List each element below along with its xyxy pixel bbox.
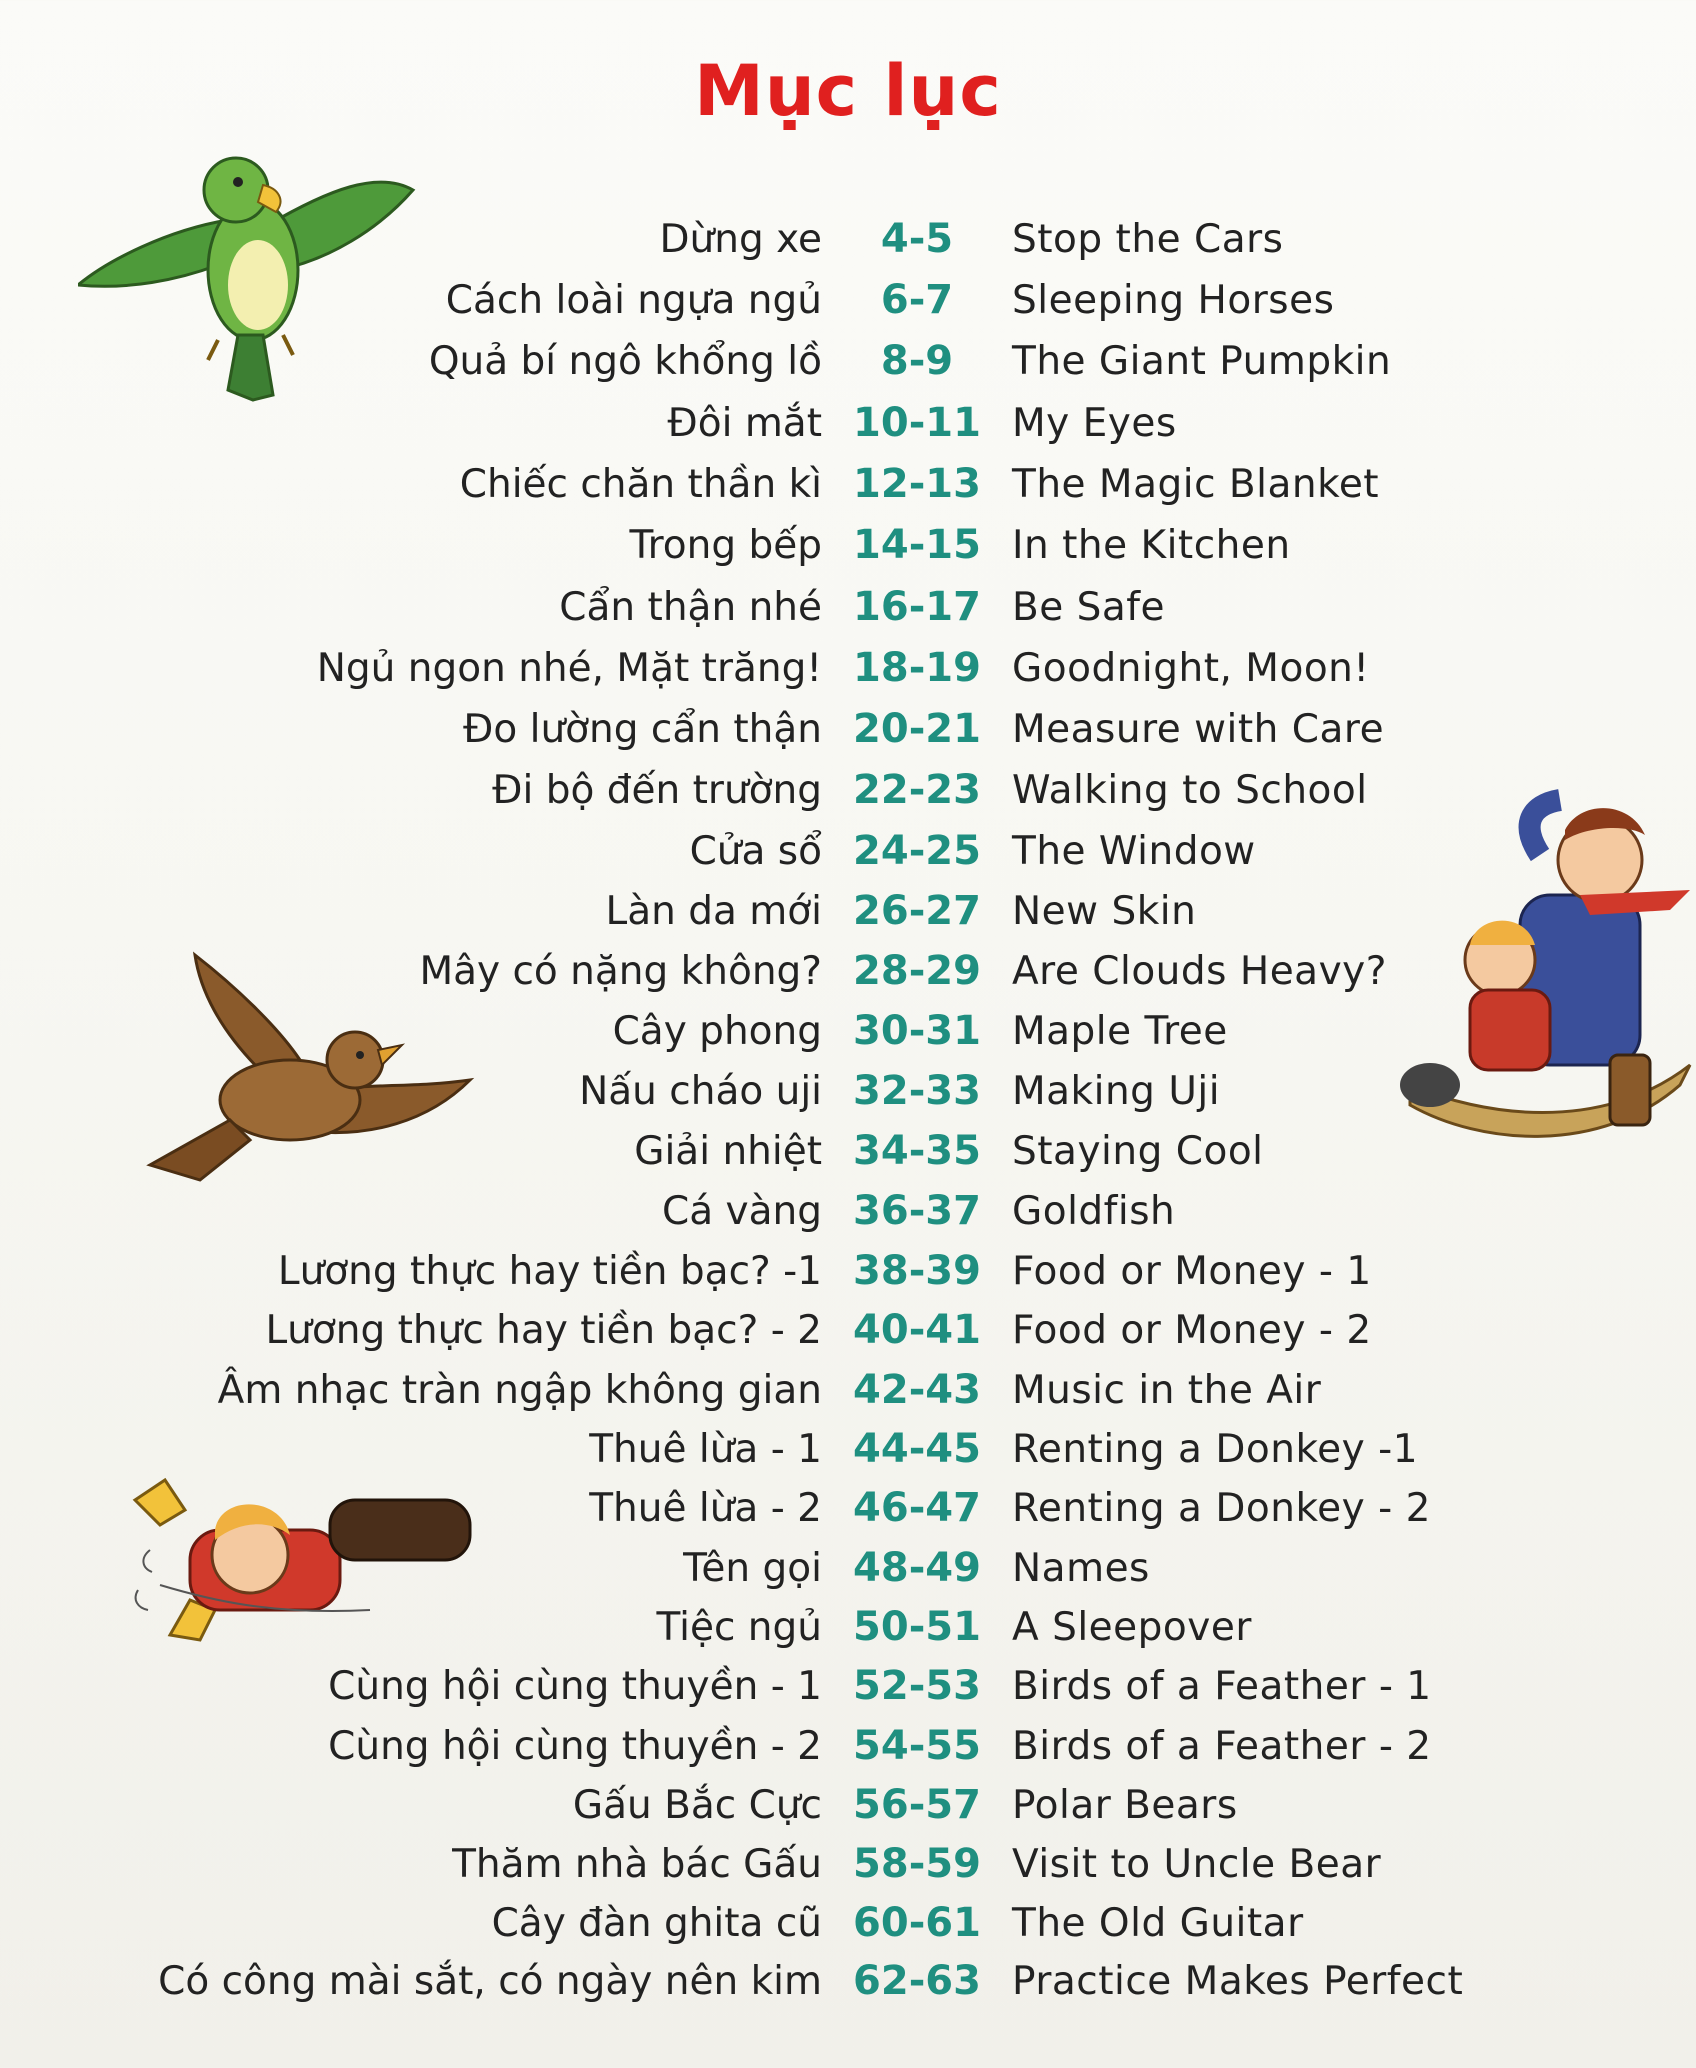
toc-row[interactable] xyxy=(0,1241,1696,1301)
toc-title-vi: Mây có nặng không? xyxy=(419,948,822,994)
toc-title-en: Food or Money - 2 xyxy=(1012,1307,1372,1353)
toc-title-vi: Gấu Bắc Cực xyxy=(572,1782,822,1828)
toc-pages: 8-9 xyxy=(880,338,954,384)
toc-title-en: Be Safe xyxy=(1012,584,1166,630)
toc-row[interactable] xyxy=(0,1716,1696,1776)
toc-pages: 4-5 xyxy=(880,216,954,262)
toc-title-en: Practice Makes Perfect xyxy=(1012,1958,1464,2004)
toc-title-en: The Magic Blanket xyxy=(1012,461,1380,507)
toc-pages: 58-59 xyxy=(853,1841,981,1887)
toc-title-vi: Chiếc chăn thần kì xyxy=(459,461,822,507)
toc-pages: 42-43 xyxy=(853,1367,981,1413)
toc-title-vi: Thăm nhà bác Gấu xyxy=(452,1841,822,1887)
toc-row[interactable] xyxy=(0,1478,1696,1538)
toc-pages: 46-47 xyxy=(853,1485,981,1531)
toc-row[interactable] xyxy=(0,1834,1696,1894)
toc-title-vi: Lương thực hay tiền bạc? - 2 xyxy=(265,1307,822,1353)
toc-row[interactable] xyxy=(0,1656,1696,1716)
toc-title-vi: Cây đàn ghita cũ xyxy=(491,1900,822,1946)
toc-pages: 16-17 xyxy=(853,584,981,630)
toc-pages: 36-37 xyxy=(853,1188,981,1234)
toc-pages: 10-11 xyxy=(853,400,981,446)
toc-title-en: Staying Cool xyxy=(1012,1128,1264,1174)
toc-pages: 60-61 xyxy=(853,1900,981,1946)
toc-title-vi: Thuê lừa - 2 xyxy=(589,1485,822,1531)
toc-row[interactable] xyxy=(0,454,1696,514)
toc-row[interactable] xyxy=(0,1121,1696,1181)
toc-title-vi: Cửa sổ xyxy=(689,828,822,874)
toc-pages: 14-15 xyxy=(853,522,981,568)
toc-row[interactable] xyxy=(0,881,1696,941)
toc-row[interactable] xyxy=(0,699,1696,759)
toc-pages: 56-57 xyxy=(853,1782,981,1828)
toc-row[interactable] xyxy=(0,393,1696,453)
toc-title-en: Music in the Air xyxy=(1012,1367,1322,1413)
toc-pages: 38-39 xyxy=(853,1248,981,1294)
page-title: Mục lục xyxy=(694,50,1002,132)
toc-title-vi: Cây phong xyxy=(612,1008,822,1054)
toc-row[interactable] xyxy=(0,760,1696,820)
toc-row[interactable] xyxy=(0,1300,1696,1360)
toc-pages: 50-51 xyxy=(853,1604,981,1650)
toc-title-en: My Eyes xyxy=(1012,400,1177,446)
toc-title-vi: Cách loài ngựa ngủ xyxy=(445,277,822,323)
toc-title-en: Renting a Donkey - 2 xyxy=(1012,1485,1431,1531)
toc-row[interactable] xyxy=(0,515,1696,575)
toc-title-en: Measure with Care xyxy=(1012,706,1385,752)
toc-title-en: Walking to School xyxy=(1012,767,1368,813)
toc-title-vi: Cùng hội cùng thuyền - 1 xyxy=(328,1663,822,1709)
toc-row[interactable] xyxy=(0,941,1696,1001)
toc-title-en: Are Clouds Heavy? xyxy=(1012,948,1387,994)
toc-title-vi: Trong bếp xyxy=(629,522,822,568)
toc-title-en: Names xyxy=(1012,1545,1150,1591)
toc-title-en: Goldfish xyxy=(1012,1188,1176,1234)
toc-pages: 22-23 xyxy=(853,767,981,813)
toc-title-vi: Âm nhạc tràn ngập không gian xyxy=(217,1367,822,1413)
toc-row[interactable] xyxy=(0,577,1696,637)
toc-title-vi: Đôi mắt xyxy=(667,400,822,446)
toc-pages: 6-7 xyxy=(880,277,954,323)
toc-title-vi: Làn da mới xyxy=(605,888,822,934)
toc-pages: 12-13 xyxy=(853,461,981,507)
toc-title-vi: Thuê lừa - 1 xyxy=(589,1426,822,1472)
toc-title-vi: Dừng xe xyxy=(659,216,822,262)
toc-title-en: Stop the Cars xyxy=(1012,216,1284,262)
toc-title-en: A Sleepover xyxy=(1012,1604,1252,1650)
toc-pages: 18-19 xyxy=(853,645,981,691)
toc-pages: 20-21 xyxy=(853,706,981,752)
toc-pages: 26-27 xyxy=(853,888,981,934)
toc-row[interactable] xyxy=(0,1360,1696,1420)
toc-pages: 52-53 xyxy=(853,1663,981,1709)
toc-row[interactable] xyxy=(0,1181,1696,1241)
toc-pages: 32-33 xyxy=(853,1068,981,1114)
toc-title-vi: Lương thực hay tiền bạc? -1 xyxy=(277,1248,822,1294)
toc-title-en: Birds of a Feather - 2 xyxy=(1012,1723,1432,1769)
toc-row[interactable] xyxy=(0,1893,1696,1953)
toc-row[interactable] xyxy=(0,270,1696,330)
toc-row[interactable] xyxy=(0,1419,1696,1479)
toc-pages: 40-41 xyxy=(853,1307,981,1353)
toc-title-vi: Có công mài sắt, có ngày nên kim xyxy=(158,1958,822,2004)
toc-title-vi: Đo lường cẩn thận xyxy=(463,706,822,752)
toc-title-en: Maple Tree xyxy=(1012,1008,1228,1054)
toc-row[interactable] xyxy=(0,1597,1696,1657)
toc-pages: 62-63 xyxy=(853,1958,981,2004)
toc-title-en: Polar Bears xyxy=(1012,1782,1238,1828)
toc-pages: 44-45 xyxy=(853,1426,981,1472)
toc-title-vi: Giải nhiệt xyxy=(634,1128,822,1174)
toc-title-vi: Đi bộ đến trường xyxy=(492,767,822,813)
toc-title-en: New Skin xyxy=(1012,888,1197,934)
toc-title-en: Sleeping Horses xyxy=(1012,277,1335,323)
toc-pages: 48-49 xyxy=(853,1545,981,1591)
toc-title-en: Birds of a Feather - 1 xyxy=(1012,1663,1432,1709)
toc-title-en: Visit to Uncle Bear xyxy=(1012,1841,1382,1887)
toc-pages: 54-55 xyxy=(853,1723,981,1769)
toc-row[interactable] xyxy=(0,1951,1696,2011)
toc-row[interactable] xyxy=(0,331,1696,391)
toc-title-en: The Giant Pumpkin xyxy=(1012,338,1392,384)
toc-title-en: The Window xyxy=(1012,828,1256,874)
toc-title-vi: Cẩn thận nhé xyxy=(559,584,822,630)
toc-row[interactable] xyxy=(0,209,1696,269)
toc-title-en: Renting a Donkey -1 xyxy=(1012,1426,1419,1472)
toc-title-vi: Cùng hội cùng thuyền - 2 xyxy=(328,1723,822,1769)
toc-title-en: The Old Guitar xyxy=(1012,1900,1304,1946)
toc-row[interactable] xyxy=(0,1001,1696,1061)
toc-row[interactable] xyxy=(0,638,1696,698)
toc-row[interactable] xyxy=(0,1061,1696,1121)
toc-title-en: In the Kitchen xyxy=(1012,522,1291,568)
toc-title-vi: Ngủ ngon nhé, Mặt trăng! xyxy=(316,645,822,691)
toc-title-en: Food or Money - 1 xyxy=(1012,1248,1372,1294)
toc-title-en: Making Uji xyxy=(1012,1068,1221,1114)
toc-title-vi: Nấu cháo uji xyxy=(579,1068,822,1114)
toc-title-vi: Tên gọi xyxy=(683,1545,822,1591)
toc-row[interactable] xyxy=(0,1775,1696,1835)
toc-title-vi: Cá vàng xyxy=(662,1188,822,1234)
toc-row[interactable] xyxy=(0,1538,1696,1598)
toc-title-vi: Quả bí ngô khổng lồ xyxy=(428,338,822,384)
toc-row[interactable] xyxy=(0,821,1696,881)
toc-pages: 28-29 xyxy=(853,948,981,994)
toc-title-vi: Tiệc ngủ xyxy=(656,1604,822,1650)
toc-pages: 34-35 xyxy=(853,1128,981,1174)
toc-pages: 24-25 xyxy=(853,828,981,874)
toc-pages: 30-31 xyxy=(853,1008,981,1054)
toc-title-en: Goodnight, Moon! xyxy=(1012,645,1370,691)
